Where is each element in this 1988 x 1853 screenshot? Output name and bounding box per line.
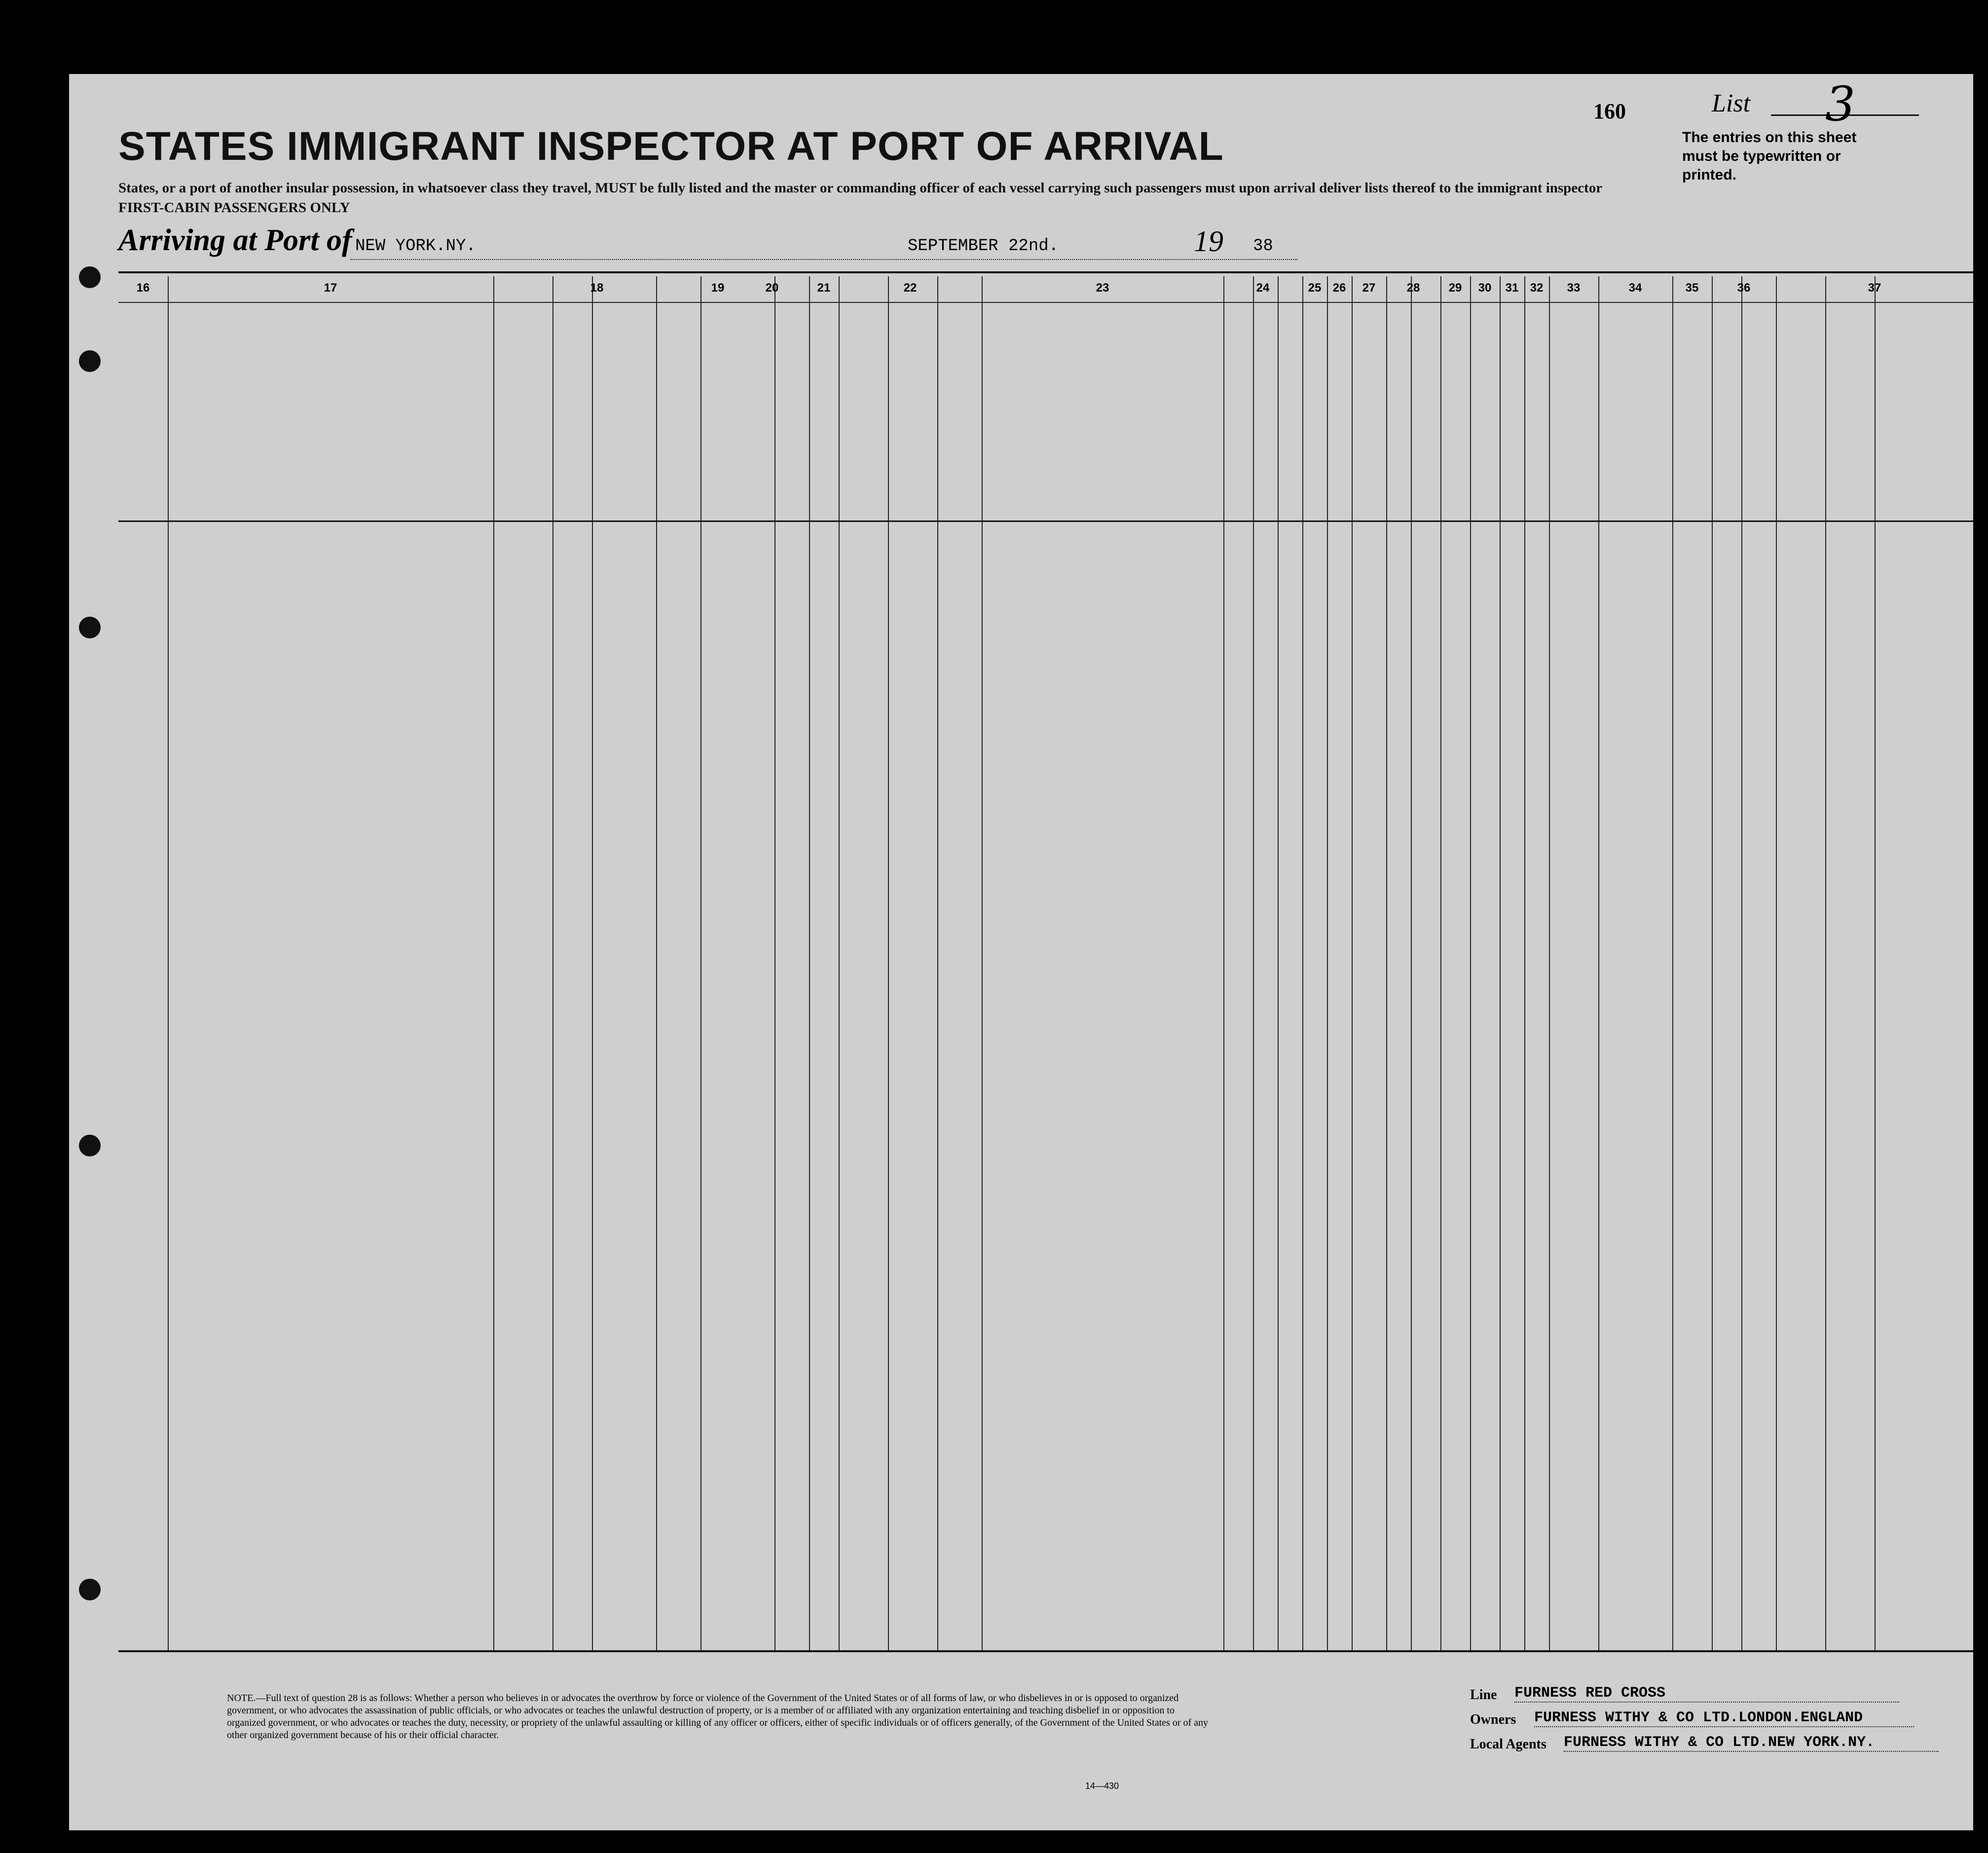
- list-number: 3: [1825, 76, 1856, 132]
- grid-column-rule: [1440, 276, 1441, 1650]
- arrival-rule: [350, 259, 1297, 260]
- column-number: 35: [1685, 281, 1699, 295]
- grid-column-rule: [774, 276, 775, 1650]
- grid-column-rule: [592, 276, 593, 1650]
- column-number: 37: [1868, 281, 1881, 295]
- column-number: 19: [711, 281, 725, 295]
- column-number: 36: [1737, 281, 1751, 295]
- grid-column-rule: [552, 276, 553, 1650]
- column-number: 23: [1096, 281, 1109, 295]
- column-number: 21: [817, 281, 831, 295]
- owners-value: FURNESS WITHY & CO LTD.LONDON.ENGLAND: [1534, 1709, 1914, 1727]
- column-number: 25: [1308, 281, 1322, 295]
- punch-hole: [79, 350, 101, 372]
- manifest-grid: [118, 276, 1973, 1652]
- question-28-note: NOTE.—Full text of question 28 is as follows: Whether a person who believes in or advocates the overthrow by force or violence of the Government of the United States or of all forms of law, or who disbelieves in or is opposed to organized government, or who advocates the assassination of public officials, or who advocates or teaches the unlawful destruction of property, or is a member of or affiliated with any organization entertaining and teaching disbelief in or opposition to organized government, or who advocates or teaches the duty, necessity, or propriety of the unlawful assaulting or killing of any officer or officers, either of specific individuals or of officers generally, of the Government of the United States or of any other organized government because of his or their official character.: [227, 1693, 1209, 1741]
- grid-column-rule: [1352, 276, 1353, 1650]
- grid-column-rule: [982, 276, 983, 1650]
- year-suffix: 38: [1253, 237, 1273, 256]
- grid-column-rule: [700, 276, 701, 1650]
- agents-value: FURNESS WITHY & CO LTD.NEW YORK.NY.: [1564, 1734, 1939, 1752]
- column-number: 34: [1628, 281, 1642, 295]
- cabin-class-line: FIRST-CABIN PASSENGERS ONLY: [118, 200, 350, 216]
- column-number: 32: [1530, 281, 1544, 295]
- grid-column-rule: [1411, 276, 1412, 1650]
- grid-column-rule: [1278, 276, 1279, 1650]
- column-number: 26: [1332, 281, 1346, 295]
- column-number: 22: [903, 281, 917, 295]
- column-number: 24: [1256, 281, 1270, 295]
- grid-column-rule: [493, 276, 494, 1650]
- grid-column-rule: [1712, 276, 1713, 1650]
- grid-column-rule: [1327, 276, 1328, 1650]
- column-number: 31: [1505, 281, 1519, 295]
- column-number: 33: [1567, 281, 1581, 295]
- grid-column-rule: [937, 276, 938, 1650]
- typed-note: The entries on this sheet must be typewritten or printed.: [1682, 129, 1857, 183]
- arriving-date: SEPTEMBER 22nd.: [908, 237, 1059, 256]
- arriving-port: NEW YORK.NY.: [355, 237, 476, 256]
- list-label: List: [1712, 89, 1751, 117]
- agents-label: Local Agents: [1470, 1737, 1546, 1752]
- grid-column-rule: [1223, 276, 1224, 1650]
- grid-column-rule: [168, 276, 169, 1650]
- grid-column-rule: [1598, 276, 1599, 1650]
- line-label: Line: [1470, 1687, 1497, 1703]
- header-bottom-rule: [118, 520, 1973, 522]
- punch-hole: [79, 1135, 101, 1156]
- form-code: 14—430: [1085, 1781, 1119, 1791]
- column-number: 30: [1478, 281, 1492, 295]
- grid-column-rule: [1253, 276, 1254, 1650]
- grid-column-rule: [1672, 276, 1673, 1650]
- grid-column-rule: [1524, 276, 1525, 1650]
- manifest-sheet: [69, 74, 1973, 1830]
- column-number: 16: [136, 281, 150, 295]
- column-number: 27: [1362, 281, 1376, 295]
- grid-column-rule: [1549, 276, 1550, 1650]
- grid-column-rule: [888, 276, 889, 1650]
- grid-column-rule: [1500, 276, 1501, 1650]
- grid-column-rule: [1776, 276, 1777, 1650]
- grid-column-rule: [1741, 276, 1742, 1650]
- grid-column-rule: [839, 276, 840, 1650]
- grid-top-rule: [118, 271, 1973, 273]
- page-title: STATES IMMIGRANT INSPECTOR AT PORT OF ARRIVAL: [118, 124, 1224, 169]
- line-value: FURNESS RED CROSS: [1514, 1685, 1899, 1703]
- column-number: 18: [590, 281, 604, 295]
- grid-column-rule: [1302, 276, 1303, 1650]
- column-number: 29: [1448, 281, 1462, 295]
- owners-label: Owners: [1470, 1712, 1516, 1727]
- arriving-label: Arriving at Port of: [118, 223, 352, 257]
- column-number: 20: [765, 281, 779, 295]
- grid-column-rule: [1470, 276, 1471, 1650]
- punch-hole: [79, 617, 101, 638]
- page-number: 160: [1593, 99, 1626, 123]
- grid-column-rule: [1386, 276, 1387, 1650]
- grid-column-rule: [656, 276, 657, 1650]
- punch-hole: [79, 266, 101, 288]
- instruction-line: States, or a port of another insular possession, in whatsoever class they travel, MUST be fully listed and the master or commanding officer of each vessel carrying such passengers must upon arrival deliver lists thereof to the immigrant inspector: [118, 180, 1603, 196]
- column-number: 17: [324, 281, 337, 295]
- punch-hole: [79, 1579, 101, 1600]
- grid-column-rule: [1825, 276, 1826, 1650]
- grid-column-rule: [1875, 276, 1876, 1650]
- grid-column-rule: [809, 276, 810, 1650]
- year-prefix: 19: [1194, 225, 1223, 258]
- column-number: 28: [1406, 281, 1420, 295]
